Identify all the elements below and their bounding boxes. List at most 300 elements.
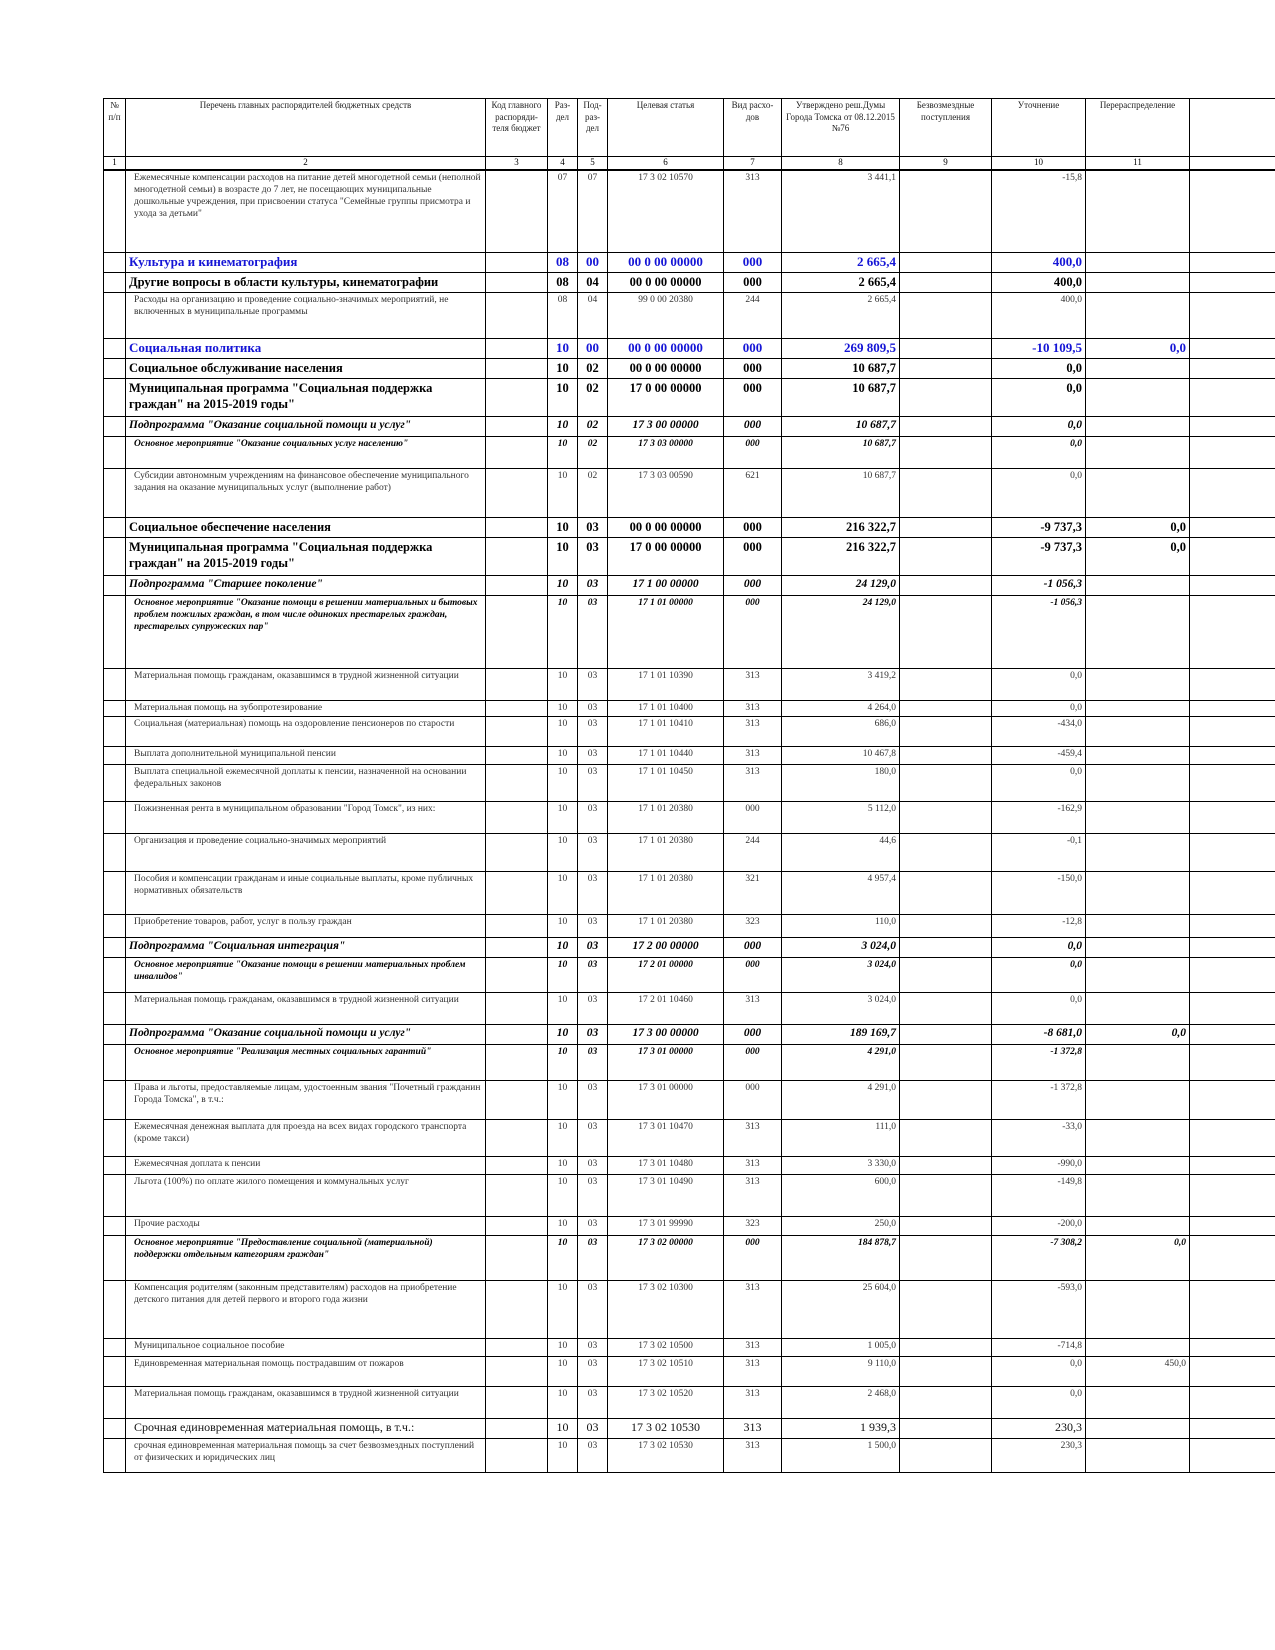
expense-type: 313 — [724, 1174, 782, 1216]
approved-amount: 10 467,8 — [782, 746, 900, 764]
section-code: 10 — [548, 1235, 578, 1280]
donations-amount — [900, 1386, 992, 1418]
redistribution-amount — [1086, 801, 1190, 833]
expense-type: 000 — [724, 416, 782, 436]
table-row — [104, 764, 1275, 801]
extra-cell — [1190, 575, 1275, 595]
extra-cell — [1190, 700, 1275, 716]
target-article: 17 3 01 00000 — [608, 1080, 724, 1119]
target-article: 17 3 02 10510 — [608, 1356, 724, 1386]
redistribution-amount — [1086, 1438, 1190, 1472]
donations-amount — [900, 517, 992, 537]
donations-amount — [900, 1080, 992, 1119]
donations-amount — [900, 272, 992, 292]
change-amount: 0,0 — [992, 358, 1086, 378]
owner-code-cell — [486, 1044, 548, 1080]
subsection-code: 03 — [578, 992, 608, 1024]
extra-cell — [1190, 746, 1275, 764]
redistribution-amount — [1086, 833, 1190, 871]
row-number-cell — [104, 914, 126, 937]
line-item-name: Основное мероприятие "Реализация местных социальных гарантий" — [126, 1044, 486, 1080]
section-code: 10 — [548, 595, 578, 668]
section-code: 10 — [548, 1338, 578, 1356]
line-item-name: Компенсация родителям (законным представителям) расходов на приобретение детского питания для детей первого и второго года жизни — [126, 1280, 486, 1338]
approved-amount: 216 322,7 — [782, 517, 900, 537]
approved-amount: 1 005,0 — [782, 1338, 900, 1356]
header-cell: Перераспределение — [1086, 99, 1190, 157]
approved-amount: 600,0 — [782, 1174, 900, 1216]
change-amount: -0,1 — [992, 833, 1086, 871]
donations-amount — [900, 537, 992, 575]
extra-cell — [1190, 595, 1275, 668]
redistribution-amount — [1086, 700, 1190, 716]
line-item-name: Единовременная материальная помощь пострадавшим от пожаров — [126, 1356, 486, 1386]
subsection-code: 02 — [578, 416, 608, 436]
approved-amount: 5 112,0 — [782, 801, 900, 833]
line-item-name: Субсидии автономным учреждениям на финансовое обеспечение муниципального задания на оказание муниципальных услуг (выполнение работ) — [126, 468, 486, 517]
expense-type: 621 — [724, 468, 782, 517]
subsection-code: 04 — [578, 272, 608, 292]
redistribution-amount — [1086, 957, 1190, 992]
donations-amount — [900, 833, 992, 871]
target-article: 17 1 01 00000 — [608, 595, 724, 668]
redistribution-amount — [1086, 468, 1190, 517]
approved-amount: 269 809,5 — [782, 338, 900, 358]
extra-cell — [1190, 992, 1275, 1024]
header-cell: Целевая статья — [608, 99, 724, 157]
owner-code-cell — [486, 575, 548, 595]
approved-amount: 10 687,7 — [782, 468, 900, 517]
table-row — [104, 436, 1275, 468]
target-article: 17 3 02 10530 — [608, 1418, 724, 1438]
column-number: 10 — [992, 157, 1086, 171]
owner-code-cell — [486, 1119, 548, 1156]
owner-code-cell — [486, 1438, 548, 1472]
target-article: 00 0 00 00000 — [608, 358, 724, 378]
table-row — [104, 1044, 1275, 1080]
subsection-code: 03 — [578, 764, 608, 801]
extra-cell — [1190, 716, 1275, 746]
redistribution-amount — [1086, 1216, 1190, 1235]
row-number-cell — [104, 1080, 126, 1119]
expense-type: 000 — [724, 272, 782, 292]
line-item-name: Подпрограмма "Оказание социальной помощи и услуг" — [126, 416, 486, 436]
budget-table — [103, 98, 1275, 1473]
owner-code-cell — [486, 338, 548, 358]
owner-code-cell — [486, 537, 548, 575]
line-item-name: Муниципальная программа "Социальная поддержка граждан" на 2015-2019 годы" — [126, 537, 486, 575]
target-article: 17 1 00 00000 — [608, 575, 724, 595]
redistribution-amount — [1086, 716, 1190, 746]
table-row — [104, 338, 1275, 358]
section-code: 10 — [548, 416, 578, 436]
extra-cell — [1190, 1438, 1275, 1472]
header-cell: Уточнение — [992, 99, 1086, 157]
change-amount: 0,0 — [992, 764, 1086, 801]
change-amount: 0,0 — [992, 468, 1086, 517]
line-item-name: Подпрограмма "Старшее поколение" — [126, 575, 486, 595]
donations-amount — [900, 937, 992, 957]
subsection-code: 03 — [578, 575, 608, 595]
table-row — [104, 416, 1275, 436]
section-code: 10 — [548, 575, 578, 595]
target-article: 17 1 01 20380 — [608, 871, 724, 914]
redistribution-amount: 0,0 — [1086, 517, 1190, 537]
redistribution-amount: 0,0 — [1086, 1024, 1190, 1044]
line-item-name: Пожизненная рента в муниципальном образовании "Город Томск", из них: — [126, 801, 486, 833]
row-number-cell — [104, 1216, 126, 1235]
change-amount: 0,0 — [992, 1356, 1086, 1386]
column-number-row — [104, 157, 1275, 171]
expense-type: 000 — [724, 252, 782, 272]
row-number-cell — [104, 436, 126, 468]
table-row — [104, 668, 1275, 700]
section-code: 08 — [548, 272, 578, 292]
expense-type: 000 — [724, 595, 782, 668]
approved-amount: 3 024,0 — [782, 957, 900, 992]
row-number-cell — [104, 170, 126, 252]
expense-type: 000 — [724, 517, 782, 537]
target-article: 17 3 02 00000 — [608, 1235, 724, 1280]
section-code: 10 — [548, 436, 578, 468]
donations-amount — [900, 575, 992, 595]
expense-type: 313 — [724, 1386, 782, 1418]
approved-amount: 3 024,0 — [782, 992, 900, 1024]
line-item-name: Ежемесячные компенсации расходов на питание детей многодетной семьи (неполной многодетной семьи) в возрасте до 7 лет, не посещающих муниципальные дошкольные учреждения, при присвоении статуса "Семейные группы присмотра и ухода за детьми" — [126, 170, 486, 252]
table-row — [104, 1235, 1275, 1280]
extra-cell — [1190, 1356, 1275, 1386]
table-row — [104, 1356, 1275, 1386]
line-item-name: Муниципальная программа "Социальная поддержка граждан" на 2015-2019 годы" — [126, 378, 486, 416]
row-number-cell — [104, 575, 126, 595]
line-item-name: Культура и кинематография — [126, 252, 486, 272]
approved-amount: 110,0 — [782, 914, 900, 937]
expense-type: 000 — [724, 1080, 782, 1119]
extra-cell — [1190, 871, 1275, 914]
target-article: 17 3 02 10500 — [608, 1338, 724, 1356]
owner-code-cell — [486, 1174, 548, 1216]
section-code: 10 — [548, 1356, 578, 1386]
section-code: 10 — [548, 517, 578, 537]
approved-amount: 2 665,4 — [782, 252, 900, 272]
approved-amount: 686,0 — [782, 716, 900, 746]
target-article: 00 0 00 00000 — [608, 338, 724, 358]
row-number-cell — [104, 468, 126, 517]
line-item-name: Материальная помощь гражданам, оказавшимся в трудной жизненной ситуации — [126, 668, 486, 700]
change-amount: 0,0 — [992, 992, 1086, 1024]
header-cell: Утверждено реш.Думы Города Томска от 08.12.2015 №76 — [782, 99, 900, 157]
extra-cell — [1190, 668, 1275, 700]
target-article: 17 3 02 10570 — [608, 170, 724, 252]
column-number: 8 — [782, 157, 900, 171]
table-row — [104, 957, 1275, 992]
row-number-cell — [104, 1044, 126, 1080]
subsection-code: 03 — [578, 801, 608, 833]
subsection-code: 03 — [578, 1119, 608, 1156]
budget-table-sheet — [103, 98, 1275, 1473]
line-item-name: Подпрограмма "Оказание социальной помощи и услуг" — [126, 1024, 486, 1044]
donations-amount — [900, 252, 992, 272]
change-amount: 0,0 — [992, 378, 1086, 416]
subsection-code: 02 — [578, 436, 608, 468]
change-amount: 400,0 — [992, 252, 1086, 272]
subsection-code: 03 — [578, 1418, 608, 1438]
row-number-cell — [104, 716, 126, 746]
subsection-code: 03 — [578, 1174, 608, 1216]
table-row — [104, 801, 1275, 833]
section-code: 10 — [548, 1174, 578, 1216]
extra-cell — [1190, 272, 1275, 292]
redistribution-amount — [1086, 272, 1190, 292]
change-amount: -8 681,0 — [992, 1024, 1086, 1044]
subsection-code: 03 — [578, 1356, 608, 1386]
subsection-code: 03 — [578, 595, 608, 668]
subsection-code: 03 — [578, 1080, 608, 1119]
column-number-blank — [1190, 157, 1275, 171]
header-cell: Безвозмездные поступления — [900, 99, 992, 157]
approved-amount: 4 957,4 — [782, 871, 900, 914]
redistribution-amount — [1086, 252, 1190, 272]
subsection-code: 03 — [578, 746, 608, 764]
line-item-name: Права и льготы, предоставляемые лицам, удостоенным звания "Почетный гражданин Города Томска", в т.ч.: — [126, 1080, 486, 1119]
section-code: 10 — [548, 700, 578, 716]
owner-code-cell — [486, 252, 548, 272]
row-number-cell — [104, 1386, 126, 1418]
expense-type: 000 — [724, 801, 782, 833]
section-code: 08 — [548, 292, 578, 338]
change-amount: -1 372,8 — [992, 1080, 1086, 1119]
line-item-name: срочная единовременная материальная помощь за счет безвозмездных поступлений от физических и юридических лиц — [126, 1438, 486, 1472]
expense-type: 000 — [724, 1044, 782, 1080]
row-number-cell — [104, 272, 126, 292]
owner-code-cell — [486, 957, 548, 992]
table-row — [104, 1156, 1275, 1174]
change-amount: -9 737,3 — [992, 537, 1086, 575]
subsection-code: 03 — [578, 1156, 608, 1174]
subsection-code: 03 — [578, 1438, 608, 1472]
expense-type: 000 — [724, 1024, 782, 1044]
line-item-name: Основное мероприятие "Предоставление социальной (материальной) поддержки отдельным категориям граждан" — [126, 1235, 486, 1280]
line-item-name: Социальное обслуживание населения — [126, 358, 486, 378]
extra-cell — [1190, 338, 1275, 358]
donations-amount — [900, 468, 992, 517]
expense-type: 000 — [724, 537, 782, 575]
approved-amount: 10 687,7 — [782, 358, 900, 378]
target-article: 17 0 00 00000 — [608, 378, 724, 416]
line-item-name: Срочная единовременная материальная помощь, в т.ч.: — [126, 1418, 486, 1438]
redistribution-amount — [1086, 1044, 1190, 1080]
table-row — [104, 1174, 1275, 1216]
row-number-cell — [104, 937, 126, 957]
expense-type: 323 — [724, 914, 782, 937]
expense-type: 313 — [724, 1119, 782, 1156]
section-code: 10 — [548, 1216, 578, 1235]
change-amount: -10 109,5 — [992, 338, 1086, 358]
target-article: 17 1 01 10390 — [608, 668, 724, 700]
donations-amount — [900, 292, 992, 338]
table-row — [104, 716, 1275, 746]
table-row — [104, 170, 1275, 252]
extra-cell — [1190, 537, 1275, 575]
change-amount: 0,0 — [992, 957, 1086, 992]
owner-code-cell — [486, 1338, 548, 1356]
owner-code-cell — [486, 1080, 548, 1119]
section-code: 10 — [548, 1386, 578, 1418]
change-amount: -150,0 — [992, 871, 1086, 914]
table-row — [104, 871, 1275, 914]
subsection-code: 02 — [578, 468, 608, 517]
header-cell: № п/п — [104, 99, 126, 157]
approved-amount: 10 687,7 — [782, 436, 900, 468]
row-number-cell — [104, 1235, 126, 1280]
table-row — [104, 537, 1275, 575]
row-number-cell — [104, 1356, 126, 1386]
owner-code-cell — [486, 436, 548, 468]
subsection-code: 03 — [578, 1044, 608, 1080]
extra-cell — [1190, 1119, 1275, 1156]
change-amount: 0,0 — [992, 700, 1086, 716]
approved-amount: 250,0 — [782, 1216, 900, 1235]
target-article: 17 3 01 10470 — [608, 1119, 724, 1156]
approved-amount: 24 129,0 — [782, 595, 900, 668]
section-code: 10 — [548, 1024, 578, 1044]
extra-cell — [1190, 436, 1275, 468]
subsection-code: 03 — [578, 871, 608, 914]
change-amount: 0,0 — [992, 416, 1086, 436]
donations-amount — [900, 992, 992, 1024]
extra-cell — [1190, 1216, 1275, 1235]
change-amount: -149,8 — [992, 1174, 1086, 1216]
row-number-cell — [104, 1418, 126, 1438]
subsection-code: 03 — [578, 700, 608, 716]
target-article: 17 1 01 20380 — [608, 833, 724, 871]
change-amount: -15,8 — [992, 170, 1086, 252]
section-code: 10 — [548, 468, 578, 517]
header-cell-blank — [1190, 99, 1275, 157]
owner-code-cell — [486, 1386, 548, 1418]
change-amount: 230,3 — [992, 1418, 1086, 1438]
donations-amount — [900, 746, 992, 764]
approved-amount: 3 419,2 — [782, 668, 900, 700]
row-number-cell — [104, 801, 126, 833]
row-number-cell — [104, 764, 126, 801]
change-amount: 0,0 — [992, 436, 1086, 468]
table-row — [104, 468, 1275, 517]
extra-cell — [1190, 358, 1275, 378]
expense-type: 313 — [724, 1418, 782, 1438]
subsection-code: 03 — [578, 957, 608, 992]
header-cell: Код главного распоряди-теля бюджет — [486, 99, 548, 157]
row-number-cell — [104, 1338, 126, 1356]
line-item-name: Выплата специальной ежемесячной доплаты к пенсии, назначенной на основании федеральных законов — [126, 764, 486, 801]
row-number-cell — [104, 537, 126, 575]
line-item-name: Материальная помощь гражданам, оказавшимся в трудной жизненной ситуации — [126, 992, 486, 1024]
owner-code-cell — [486, 937, 548, 957]
extra-cell — [1190, 1386, 1275, 1418]
approved-amount: 111,0 — [782, 1119, 900, 1156]
donations-amount — [900, 358, 992, 378]
target-article: 17 0 00 00000 — [608, 537, 724, 575]
redistribution-amount — [1086, 1280, 1190, 1338]
redistribution-amount — [1086, 378, 1190, 416]
table-row — [104, 1438, 1275, 1472]
change-amount: -1 056,3 — [992, 595, 1086, 668]
extra-cell — [1190, 801, 1275, 833]
target-article: 17 1 01 10410 — [608, 716, 724, 746]
subsection-code: 07 — [578, 170, 608, 252]
row-number-cell — [104, 957, 126, 992]
change-amount: 0,0 — [992, 1386, 1086, 1418]
approved-amount: 4 264,0 — [782, 700, 900, 716]
subsection-code: 03 — [578, 716, 608, 746]
line-item-name: Основное мероприятие "Оказание социальных услуг населению" — [126, 436, 486, 468]
section-code: 10 — [548, 378, 578, 416]
approved-amount: 216 322,7 — [782, 537, 900, 575]
table-row — [104, 1418, 1275, 1438]
target-article: 17 3 01 10480 — [608, 1156, 724, 1174]
target-article: 17 2 00 00000 — [608, 937, 724, 957]
section-code: 10 — [548, 1280, 578, 1338]
change-amount: -714,8 — [992, 1338, 1086, 1356]
column-number: 5 — [578, 157, 608, 171]
subsection-code: 02 — [578, 378, 608, 416]
row-number-cell — [104, 1438, 126, 1472]
section-code: 10 — [548, 871, 578, 914]
expense-type: 244 — [724, 292, 782, 338]
target-article: 99 0 00 20380 — [608, 292, 724, 338]
expense-type: 323 — [724, 1216, 782, 1235]
owner-code-cell — [486, 468, 548, 517]
subsection-code: 03 — [578, 537, 608, 575]
owner-code-cell — [486, 416, 548, 436]
line-item-name: Подпрограмма "Социальная интеграция" — [126, 937, 486, 957]
approved-amount: 2 468,0 — [782, 1386, 900, 1418]
target-article: 17 3 01 00000 — [608, 1044, 724, 1080]
expense-type: 313 — [724, 1156, 782, 1174]
section-code: 10 — [548, 801, 578, 833]
donations-amount — [900, 1338, 992, 1356]
row-number-cell — [104, 1024, 126, 1044]
expense-type: 321 — [724, 871, 782, 914]
expense-type: 313 — [724, 1438, 782, 1472]
section-code: 10 — [548, 937, 578, 957]
approved-amount: 3 441,1 — [782, 170, 900, 252]
donations-amount — [900, 416, 992, 436]
extra-cell — [1190, 170, 1275, 252]
owner-code-cell — [486, 1216, 548, 1235]
line-item-name: Основное мероприятие "Оказание помощи в решении материальных проблем инвалидов" — [126, 957, 486, 992]
approved-amount: 3 330,0 — [782, 1156, 900, 1174]
target-article: 17 2 01 00000 — [608, 957, 724, 992]
section-code: 10 — [548, 716, 578, 746]
extra-cell — [1190, 1235, 1275, 1280]
expense-type: 313 — [724, 1356, 782, 1386]
change-amount: -9 737,3 — [992, 517, 1086, 537]
line-item-name: Ежемесячная денежная выплата для проезда на всех видах городского транспорта (кроме такси) — [126, 1119, 486, 1156]
table-row — [104, 937, 1275, 957]
column-number: 7 — [724, 157, 782, 171]
owner-code-cell — [486, 358, 548, 378]
row-number-cell — [104, 1119, 126, 1156]
approved-amount: 1 939,3 — [782, 1418, 900, 1438]
donations-amount — [900, 1280, 992, 1338]
approved-amount: 44,6 — [782, 833, 900, 871]
owner-code-cell — [486, 700, 548, 716]
change-amount: 400,0 — [992, 292, 1086, 338]
line-item-name: Материальная помощь на зубопротезирование — [126, 700, 486, 716]
change-amount: -1 372,8 — [992, 1044, 1086, 1080]
row-number-cell — [104, 871, 126, 914]
